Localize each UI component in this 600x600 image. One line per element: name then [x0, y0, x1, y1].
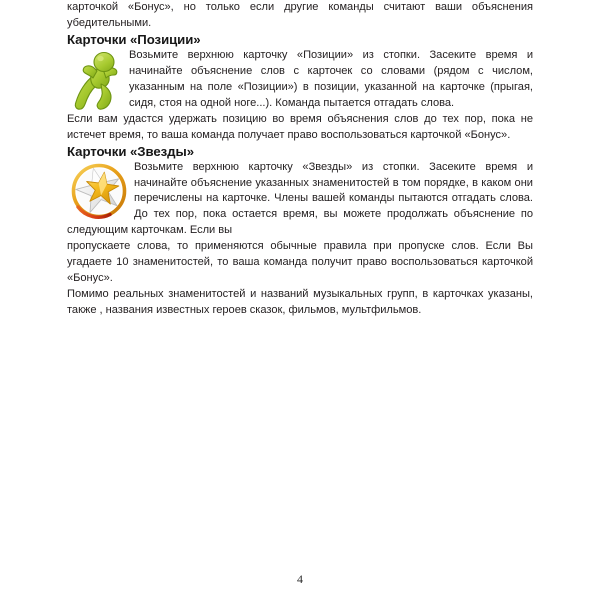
positions-section-body	[67, 48, 533, 112]
section-heading-stars: Карточки «Звезды»	[67, 143, 195, 159]
stars-wrapped-paragraph: Возьмите верхнюю карточку «Звезды» из стопки. Засеките время и начинайте объяснение указанных знаменитостей в том порядке, в каком они перечислены на карточке. Члены вашей команды пытаются отгадать слова. До тех пор, пока остается время, вы можете продолжать объяснение по следующим карточкам. Если вы	[67, 160, 533, 237]
stars-section-body	[67, 160, 533, 240]
closing-paragraph: Помимо реальных знаменитостей и названий музыкальных групп, в карточках указаны, также , названия известных героев сказок, фильмов, мультфильмов.	[67, 287, 533, 316]
page-content	[67, 0, 533, 319]
page-number: 4	[297, 572, 303, 586]
stars-tail-paragraph: пропускаете слова, то применяются обычные правила при пропуске слов. Если Вы угадаете 10 знаменитостей, то ваша команда получит право воспользоваться карточкой «Бонус».	[67, 240, 533, 284]
green-dancing-figure-icon	[71, 50, 123, 112]
gold-star-badge-icon	[70, 161, 130, 221]
intro-paragraph: карточкой «Бонус», но только если другие команды считают ваши объяснения убедительными.	[67, 1, 533, 29]
section-heading-positions: Карточки «Позиции»	[67, 31, 201, 47]
positions-tail-paragraph: Если вам удастся удержать позицию во время объяснения слов до тех пор, пока не истечет время, то ваша команда получает право воспользоваться карточкой «Бонус».	[67, 112, 533, 141]
positions-wrapped-paragraph: Возьмите верхнюю карточку «Позиции» из стопки. Засеките время и начинайте объяснение слов с карточек со словами (рядом с числом, указанным на поле «Позиции») в позиции, указанной на карточке (прыгая, сидя, стоя на одной ноге...). Команда пытается отгадать слова.	[129, 48, 533, 109]
